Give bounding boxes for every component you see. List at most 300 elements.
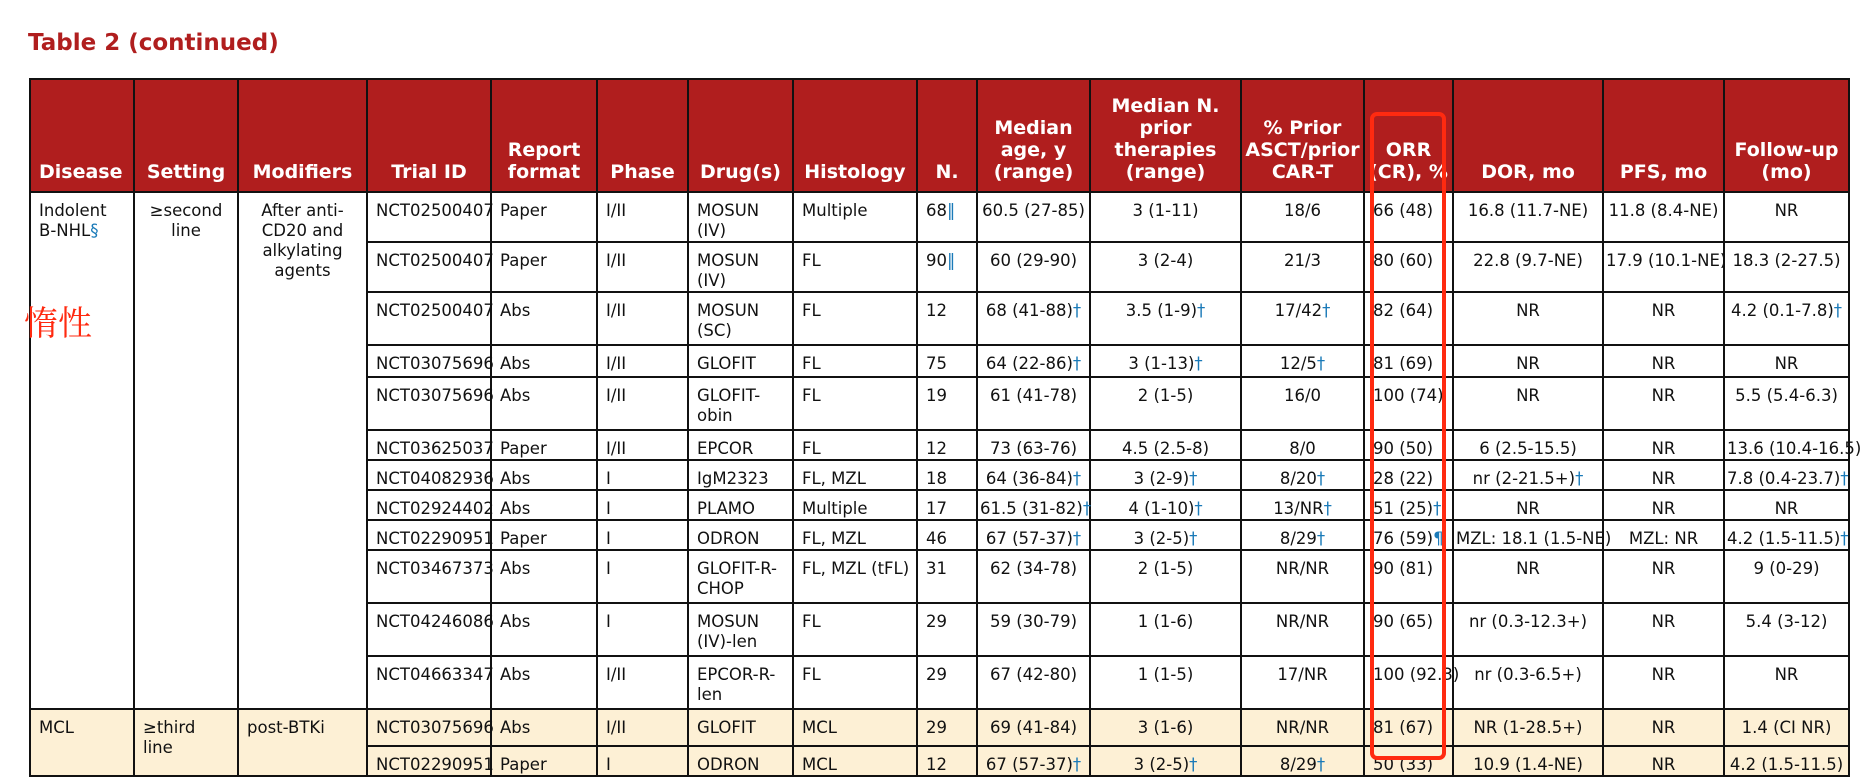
histology-cell	[793, 377, 917, 430]
orr-cell-text: 66 (48)	[1373, 201, 1434, 220]
prior-asct-cell-text: 8/0	[1289, 439, 1316, 458]
col-header-modifiers: Modifiers	[238, 79, 367, 192]
median-age-cell-text: 67 (57-37)	[985, 529, 1073, 548]
report-format-cell	[491, 192, 597, 242]
pfs-cell	[1603, 292, 1724, 345]
n-cell	[917, 345, 977, 377]
table-body	[30, 192, 1862, 776]
n-cell	[917, 192, 977, 242]
table-title: Table 2 (continued)	[28, 30, 279, 56]
dor-cell	[1453, 550, 1603, 603]
n-cell	[917, 550, 977, 603]
pfs-cell	[1603, 746, 1724, 776]
n-cell	[917, 377, 977, 430]
drugs-cell	[688, 656, 793, 709]
orr-cell	[1364, 520, 1453, 550]
phase-cell-text: I/II	[606, 665, 627, 684]
prior-therapies-cell-text: 3 (2-9)	[1133, 469, 1190, 488]
follow-up-cell-text: 4.2 (1.5-11.5)	[1727, 529, 1841, 548]
report-format-cell-text: Abs	[500, 499, 531, 518]
pfs-cell	[1603, 709, 1724, 746]
col-header-prior-asct: % Prior ASCT/prior CAR-T	[1241, 79, 1364, 192]
n-cell-text: 31	[926, 559, 947, 578]
drugs-cell	[688, 520, 793, 550]
footnote-mark: †	[1194, 499, 1203, 518]
disease-text: MCL	[39, 718, 74, 737]
median-age-cell	[977, 242, 1090, 292]
prior-asct-cell-text: 21/3	[1283, 251, 1322, 270]
prior-therapies-cell-text: 3 (1-6)	[1137, 718, 1194, 737]
n-cell	[917, 242, 977, 292]
footnote-mark: †	[1082, 499, 1092, 518]
disease-text: Indolent B-NHL	[39, 201, 107, 240]
prior-asct-cell	[1241, 656, 1364, 709]
median-age-cell	[977, 656, 1090, 709]
dor-cell-text: NR	[1516, 354, 1540, 373]
pfs-cell-text: NR	[1651, 499, 1676, 518]
n-cell	[917, 603, 977, 656]
histology-cell	[793, 709, 917, 746]
footnote-mark: †	[1833, 301, 1843, 320]
n-cell	[917, 430, 977, 460]
prior-therapies-cell	[1090, 490, 1241, 520]
median-age-cell	[977, 345, 1090, 377]
histology-cell-text: FL	[802, 251, 821, 270]
follow-up-cell	[1724, 430, 1862, 460]
orr-cell-text: 81 (67)	[1373, 718, 1434, 737]
col-header-prior-therapies: Median N. prior therapies (range)	[1090, 79, 1241, 192]
prior-therapies-cell-text: 3.5 (1-9)	[1125, 301, 1198, 320]
follow-up-cell	[1724, 603, 1849, 656]
dor-cell	[1453, 430, 1603, 460]
n-cell	[917, 520, 977, 550]
footnote-mark: †	[1072, 529, 1082, 548]
pfs-cell	[1603, 603, 1724, 656]
drugs-cell-text: GLOFIT-obin	[697, 386, 761, 425]
col-header-median-age: Median age, y (range)	[977, 79, 1090, 192]
footnote-mark: †	[1197, 301, 1206, 320]
prior-therapies-cell-text: 2 (1-5)	[1137, 559, 1194, 578]
pfs-cell	[1603, 520, 1724, 550]
histology-cell-text: FL	[802, 612, 821, 631]
table-header	[30, 79, 1849, 192]
dor-cell-text: MZL: 18.1 (1.5-NE)	[1456, 529, 1612, 548]
trial-id-cell	[367, 460, 494, 490]
pfs-cell	[1603, 656, 1724, 709]
footnote-mark: †	[1316, 354, 1326, 373]
col-header-disease: Disease	[30, 79, 134, 192]
n-cell	[917, 292, 977, 345]
n-cell	[917, 656, 977, 709]
histology-cell-text: FL	[802, 354, 821, 373]
n-cell-text: 46	[926, 529, 947, 548]
pfs-cell-text: NR	[1651, 665, 1676, 684]
phase-cell	[597, 746, 688, 776]
report-format-cell	[491, 490, 597, 520]
n-cell-text: 12	[926, 755, 947, 774]
col-header-drugs: Drug(s)	[688, 79, 793, 192]
pfs-cell	[1603, 550, 1724, 603]
prior-therapies-cell	[1090, 192, 1241, 242]
table-row	[30, 709, 1849, 746]
follow-up-cell	[1724, 292, 1849, 345]
prior-therapies-cell	[1090, 709, 1241, 746]
report-format-cell-text: Paper	[500, 251, 547, 270]
pfs-cell-text: NR	[1651, 612, 1676, 631]
prior-asct-cell	[1241, 603, 1364, 656]
drugs-cell	[688, 746, 793, 776]
dor-cell	[1453, 709, 1603, 746]
follow-up-cell	[1724, 460, 1849, 490]
trials-table	[29, 78, 1862, 777]
histology-cell-text: FL	[802, 439, 821, 458]
footnote-mark: ‖	[947, 251, 956, 270]
trial-id-cell-text: NCT03075696	[376, 386, 494, 405]
follow-up-cell	[1724, 242, 1849, 292]
report-format-cell	[491, 460, 597, 490]
prior-therapies-cell-text: 3 (2-4)	[1137, 251, 1194, 270]
follow-up-cell-text: 7.8 (0.4-23.7)	[1727, 469, 1841, 488]
footnote-mark: †	[1840, 529, 1849, 548]
drugs-cell-text: EPCOR-R-len	[697, 665, 776, 704]
drugs-cell-text: GLOFIT-R-CHOP	[697, 559, 778, 598]
pfs-cell-text: NR	[1651, 439, 1676, 458]
trial-id-cell	[367, 603, 494, 656]
dor-cell	[1453, 345, 1603, 377]
trial-id-cell	[367, 292, 494, 345]
footnote-mark: †	[1189, 529, 1198, 548]
col-header-histology: Histology	[793, 79, 917, 192]
histology-cell	[793, 490, 917, 520]
trial-id-cell-text: NCT03625037	[376, 439, 494, 458]
median-age-cell-text: 62 (34-78)	[989, 559, 1078, 578]
median-age-cell-text: 69 (41-84)	[989, 718, 1078, 737]
report-format-cell	[491, 430, 597, 460]
dor-cell	[1453, 460, 1603, 490]
report-format-cell	[491, 603, 597, 656]
prior-asct-cell-text: 8/29	[1279, 529, 1317, 548]
footnote-mark: †	[1189, 469, 1198, 488]
orr-cell	[1364, 746, 1453, 776]
report-format-cell	[491, 746, 597, 776]
median-age-cell-text: 61 (41-78)	[989, 386, 1078, 405]
prior-asct-cell	[1241, 345, 1364, 377]
follow-up-cell-text: 5.4 (3-12)	[1745, 612, 1828, 631]
n-cell-text: 18	[926, 469, 947, 488]
footnote-mark: ‖	[947, 201, 956, 220]
pfs-cell-text: NR	[1651, 301, 1676, 320]
prior-therapies-cell	[1090, 520, 1241, 550]
phase-cell-text: I	[606, 755, 611, 774]
prior-therapies-cell	[1090, 656, 1241, 709]
histology-cell-text: Multiple	[802, 499, 868, 518]
median-age-cell-text: 73 (63-76)	[989, 439, 1078, 458]
phase-cell-text: I/II	[606, 354, 627, 373]
histology-cell	[793, 746, 917, 776]
drugs-cell-text: ODRON	[697, 529, 760, 548]
report-format-cell	[491, 656, 597, 709]
report-format-cell-text: Abs	[500, 301, 531, 320]
footnote-mark: †	[1316, 529, 1326, 548]
phase-cell	[597, 292, 688, 345]
histology-cell-text: FL, MZL (tFL)	[802, 559, 910, 578]
phase-cell	[597, 460, 688, 490]
col-header-follow-up: Follow-up (mo)	[1724, 79, 1849, 192]
n-cell	[917, 746, 977, 776]
trial-id-cell-text: NCT04082936	[376, 469, 494, 488]
phase-cell-text: I/II	[606, 251, 627, 270]
footnote-mark: †	[1316, 755, 1326, 774]
histology-cell-text: FL, MZL	[802, 529, 866, 548]
prior-therapies-cell-text: 3 (1-11)	[1132, 201, 1199, 220]
orr-cell	[1364, 550, 1453, 603]
prior-asct-cell	[1241, 709, 1364, 746]
dor-cell-text: 10.9 (1.4-NE)	[1473, 755, 1583, 774]
dor-cell-text: nr (0.3-6.5+)	[1474, 665, 1582, 684]
orr-cell-text: 100 (74)	[1373, 386, 1444, 405]
n-cell-text: 17	[926, 499, 947, 518]
median-age-cell	[977, 192, 1090, 242]
drugs-cell	[688, 709, 793, 746]
dor-cell	[1453, 656, 1603, 709]
col-header-dor: DOR, mo	[1453, 79, 1603, 192]
median-age-cell-text: 67 (42-80)	[989, 665, 1078, 684]
prior-asct-cell-text: 8/29	[1279, 755, 1317, 774]
drugs-cell	[688, 292, 793, 345]
dor-cell-text: NR	[1516, 301, 1540, 320]
orr-cell	[1364, 192, 1453, 242]
median-age-cell	[977, 746, 1090, 776]
prior-therapies-cell	[1090, 550, 1241, 603]
histology-cell-text: FL, MZL	[802, 469, 866, 488]
col-header-setting: Setting	[134, 79, 238, 192]
dor-cell-text: 6 (2.5-15.5)	[1479, 439, 1577, 458]
orr-cell-text: 81 (69)	[1373, 354, 1434, 373]
phase-cell-text: I/II	[606, 301, 627, 320]
n-cell-text: 29	[926, 718, 947, 737]
pfs-cell-text: 11.8 (8.4-NE)	[1608, 201, 1719, 220]
follow-up-cell-text: 4.2 (1.5-11.5)	[1729, 755, 1844, 774]
prior-therapies-cell	[1090, 345, 1241, 377]
prior-therapies-cell-text: 3 (2-5)	[1133, 529, 1190, 548]
dor-cell	[1453, 377, 1603, 430]
median-age-cell-text: 59 (30-79)	[989, 612, 1078, 631]
follow-up-cell	[1724, 345, 1849, 377]
follow-up-cell	[1724, 656, 1849, 709]
n-cell-text: 90	[926, 251, 947, 270]
trial-id-cell	[367, 490, 494, 520]
histology-cell	[793, 460, 917, 490]
drugs-cell-text: IgM2323	[697, 469, 769, 488]
trial-id-cell-text: NCT03075696	[376, 718, 494, 737]
phase-cell	[597, 656, 688, 709]
dor-cell-text: NR	[1516, 386, 1540, 405]
drugs-cell	[688, 603, 793, 656]
follow-up-cell	[1724, 192, 1849, 242]
trial-id-cell	[367, 345, 494, 377]
trial-id-cell	[367, 746, 494, 776]
footnote-mark: §	[90, 221, 99, 240]
follow-up-cell-text: 4.2 (0.1-7.8)	[1730, 301, 1834, 320]
dor-cell	[1453, 242, 1603, 292]
phase-cell	[597, 345, 688, 377]
orr-cell-text: 76 (59)	[1373, 529, 1434, 548]
pfs-cell	[1603, 192, 1724, 242]
phase-cell-text: I	[606, 499, 611, 518]
report-format-cell	[491, 550, 597, 603]
footnote-mark: †	[1072, 301, 1082, 320]
phase-cell	[597, 550, 688, 603]
pfs-cell	[1603, 430, 1724, 460]
prior-asct-cell	[1241, 520, 1364, 550]
footnote-mark: †	[1840, 469, 1849, 488]
follow-up-cell	[1724, 709, 1849, 746]
median-age-cell-text: 60.5 (27-85)	[982, 201, 1085, 220]
prior-therapies-cell	[1090, 377, 1241, 430]
drugs-cell	[688, 490, 793, 520]
setting-cell: ≥third line	[134, 709, 238, 776]
median-age-cell	[977, 709, 1090, 746]
col-header-phase: Phase	[597, 79, 688, 192]
pfs-cell-text: NR	[1651, 718, 1676, 737]
orr-cell-text: 82 (64)	[1373, 301, 1434, 320]
phase-cell-text: I	[606, 612, 611, 631]
col-header-report-format: Report format	[491, 79, 597, 192]
drugs-cell	[688, 430, 793, 460]
pfs-cell-text: NR	[1651, 386, 1676, 405]
trial-id-cell	[367, 520, 494, 550]
phase-cell-text: I	[606, 529, 611, 548]
histology-cell-text: MCL	[802, 755, 837, 774]
chinese-annotation-stamp: 惰性	[24, 304, 92, 344]
dor-cell	[1453, 520, 1612, 550]
n-cell	[917, 709, 977, 746]
histology-cell	[793, 603, 917, 656]
median-age-cell-text: 64 (22-86)	[985, 354, 1073, 373]
drugs-cell	[688, 345, 793, 377]
dor-cell	[1453, 490, 1603, 520]
prior-asct-cell	[1241, 377, 1364, 430]
report-format-cell-text: Abs	[500, 354, 531, 373]
follow-up-cell-text: 13.6 (10.4-16.5)	[1727, 439, 1862, 458]
trial-id-cell-text: NCT02500407	[376, 251, 494, 270]
trial-id-cell-text: NCT02500407	[376, 201, 494, 220]
drugs-cell-text: MOSUN (IV)	[697, 251, 760, 290]
orr-cell	[1364, 430, 1453, 460]
follow-up-cell	[1724, 377, 1849, 430]
dor-cell	[1453, 746, 1603, 776]
orr-cell	[1364, 656, 1460, 709]
follow-up-cell	[1724, 490, 1849, 520]
phase-cell-text: I	[606, 469, 611, 488]
prior-asct-cell	[1241, 242, 1364, 292]
prior-therapies-cell	[1090, 746, 1241, 776]
n-cell-text: 29	[926, 665, 947, 684]
drugs-cell	[688, 192, 793, 242]
phase-cell-text: I/II	[606, 386, 627, 405]
prior-asct-cell-text: 8/20	[1279, 469, 1317, 488]
follow-up-cell-text: NR	[1774, 354, 1799, 373]
n-cell	[917, 490, 977, 520]
prior-therapies-cell-text: 1 (1-5)	[1137, 665, 1194, 684]
trial-id-cell-text: NCT04663347	[376, 665, 494, 684]
orr-cell	[1364, 603, 1453, 656]
prior-therapies-cell-text: 3 (2-5)	[1133, 755, 1190, 774]
orr-cell-text: 100 (92.3)	[1373, 665, 1460, 684]
report-format-cell-text: Abs	[500, 469, 531, 488]
phase-cell	[597, 603, 688, 656]
drugs-cell-text: EPCOR	[697, 439, 754, 458]
footnote-mark: †	[1575, 469, 1584, 488]
prior-asct-cell-text: 12/5	[1279, 354, 1317, 373]
orr-cell	[1364, 460, 1453, 490]
phase-cell	[597, 242, 688, 292]
histology-cell	[793, 656, 917, 709]
report-format-cell	[491, 242, 597, 292]
prior-therapies-cell-text: 2 (1-5)	[1137, 386, 1194, 405]
trial-id-cell	[367, 709, 494, 746]
histology-cell	[793, 292, 917, 345]
follow-up-cell-text: 5.5 (5.4-6.3)	[1735, 386, 1838, 405]
footnote-mark: †	[1323, 499, 1332, 518]
footnote-mark: †	[1194, 354, 1203, 373]
median-age-cell	[977, 490, 1090, 520]
histology-cell-text: FL	[802, 301, 821, 320]
pfs-cell-text: 17.9 (10.1-NE)	[1606, 251, 1727, 270]
phase-cell	[597, 192, 688, 242]
report-format-cell-text: Paper	[500, 439, 547, 458]
prior-asct-cell-text: 18/6	[1283, 201, 1322, 220]
pfs-cell-text: NR	[1651, 755, 1676, 774]
orr-cell-text: 50 (33)	[1373, 755, 1434, 774]
phase-cell	[597, 377, 688, 430]
trial-id-cell-text: NCT02924402	[376, 499, 494, 518]
orr-cell-text: 28 (22)	[1373, 469, 1434, 488]
drugs-cell	[688, 550, 793, 603]
prior-therapies-cell	[1090, 460, 1241, 490]
n-cell-text: 75	[926, 354, 947, 373]
setting-cell: ≥second line	[134, 192, 238, 709]
footnote-mark: †	[1316, 469, 1326, 488]
report-format-cell-text: Abs	[500, 386, 531, 405]
prior-asct-cell	[1241, 550, 1364, 603]
footnote-mark: †	[1072, 469, 1082, 488]
prior-therapies-cell	[1090, 242, 1241, 292]
prior-asct-cell	[1241, 192, 1364, 242]
orr-cell	[1364, 377, 1453, 430]
n-cell-text: 12	[926, 301, 947, 320]
orr-cell-text: 80 (60)	[1373, 251, 1434, 270]
table-row	[30, 192, 1849, 242]
dor-cell-text: NR	[1516, 499, 1540, 518]
report-format-cell	[491, 377, 597, 430]
prior-asct-cell	[1241, 430, 1364, 460]
report-format-cell	[491, 520, 597, 550]
histology-cell-text: MCL	[802, 718, 837, 737]
phase-cell	[597, 490, 688, 520]
phase-cell-text: I/II	[606, 201, 627, 220]
drugs-cell-text: MOSUN (IV)	[697, 201, 760, 240]
follow-up-cell	[1724, 520, 1849, 550]
footnote-mark: ¶	[1433, 529, 1444, 548]
footnote-mark: †	[1433, 499, 1442, 518]
footnote-mark: †	[1072, 755, 1082, 774]
drugs-cell-text: PLAMO	[697, 499, 756, 518]
pfs-cell-text: NR	[1651, 559, 1676, 578]
drugs-cell-text: MOSUN (IV)-len	[697, 612, 760, 651]
prior-asct-cell	[1241, 746, 1364, 776]
report-format-cell	[491, 345, 597, 377]
